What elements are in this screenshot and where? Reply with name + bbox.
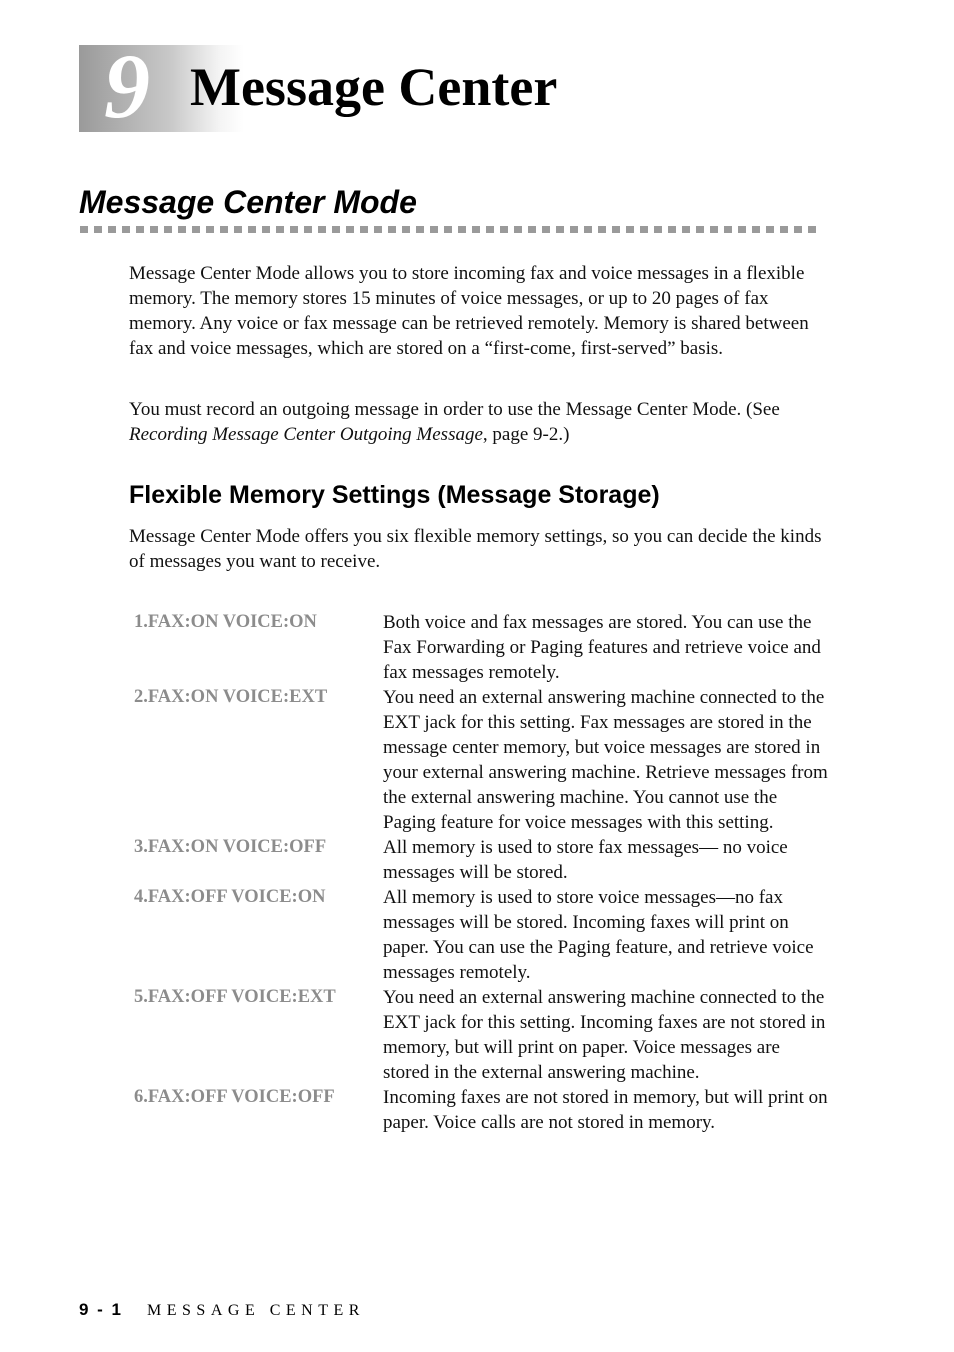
setting-label: 2.FAX:ON VOICE:EXT <box>134 687 328 707</box>
setting-label: 5.FAX:OFF VOICE:EXT <box>134 987 336 1007</box>
page-number: 9 - 1 <box>79 1300 124 1319</box>
paragraph-text: , page 9-2.) <box>482 424 570 445</box>
page-footer <box>79 1298 365 1323</box>
setting-description: All memory is used to store fax messages— no voice messages will be stored. <box>383 837 788 883</box>
chapter-title: Message Center <box>190 57 558 117</box>
setting-label: 1.FAX:ON VOICE:ON <box>134 612 317 632</box>
paragraph-text: You must record an outgoing message in order to use the Message Center Mode. (See <box>129 399 780 420</box>
table-row <box>129 610 829 685</box>
table-row <box>129 1085 829 1135</box>
setting-label: 3.FAX:ON VOICE:OFF <box>134 837 327 857</box>
table-row <box>129 885 829 985</box>
table-row <box>129 835 829 885</box>
table-row <box>129 685 829 835</box>
section-title: Message Center Mode <box>79 184 417 220</box>
table-row <box>129 985 829 1085</box>
subsection-intro: Message Center Mode offers you six flexible memory settings, so you can decide the kinds of messages you want to receive. <box>129 526 822 572</box>
setting-label: 6.FAX:OFF VOICE:OFF <box>134 1087 335 1107</box>
setting-description: You need an external answering machine connected to the EXT jack for this setting. Fax messages are stored in the message center memory, but voice messages are stored in your external answering machine. Retrieve messages from the external answering machine. You cannot use the Paging feature for voice messages with this setting. <box>383 687 828 833</box>
setting-description: Both voice and fax messages are stored. You can use the Fax Forwarding or Paging features and retrieve voice and fax messages remotely. <box>383 612 821 683</box>
intro-paragraph: Message Center Mode allows you to store incoming fax and voice messages in a flexible memory. The memory stores 15 minutes of voice messages, or up to 20 pages of fax memory. Any voice or fax message can be retrieved remotely. Memory is shared between fax and voice messages, which are stored on a “first-come, first-served” basis. <box>129 263 809 359</box>
running-footer-chapter: MESSAGE CENTER <box>147 1302 365 1319</box>
setting-description: All memory is used to store voice messages—no fax messages will be stored. Incoming faxes will print on paper. You can use the Paging feature, and retrieve voice messages remotely. <box>383 887 814 983</box>
setting-description: You need an external answering machine connected to the EXT jack for this setting. Incoming faxes are not stored in memory, but will print on paper. Voice messages are stored in the external answering machine. <box>383 987 826 1083</box>
subsection-title: Flexible Memory Settings (Message Storage) <box>129 481 660 509</box>
outgoing-message-paragraph <box>129 397 829 447</box>
memory-settings-table <box>129 610 829 1135</box>
setting-label: 4.FAX:OFF VOICE:ON <box>134 887 326 907</box>
section-divider <box>80 226 822 233</box>
cross-reference-link[interactable]: Recording Message Center Outgoing Message <box>129 424 483 445</box>
setting-description: Incoming faxes are not stored in memory, but will print on paper. Voice calls are not stored in memory. <box>383 1087 828 1133</box>
chapter-number: 9 <box>104 35 150 137</box>
